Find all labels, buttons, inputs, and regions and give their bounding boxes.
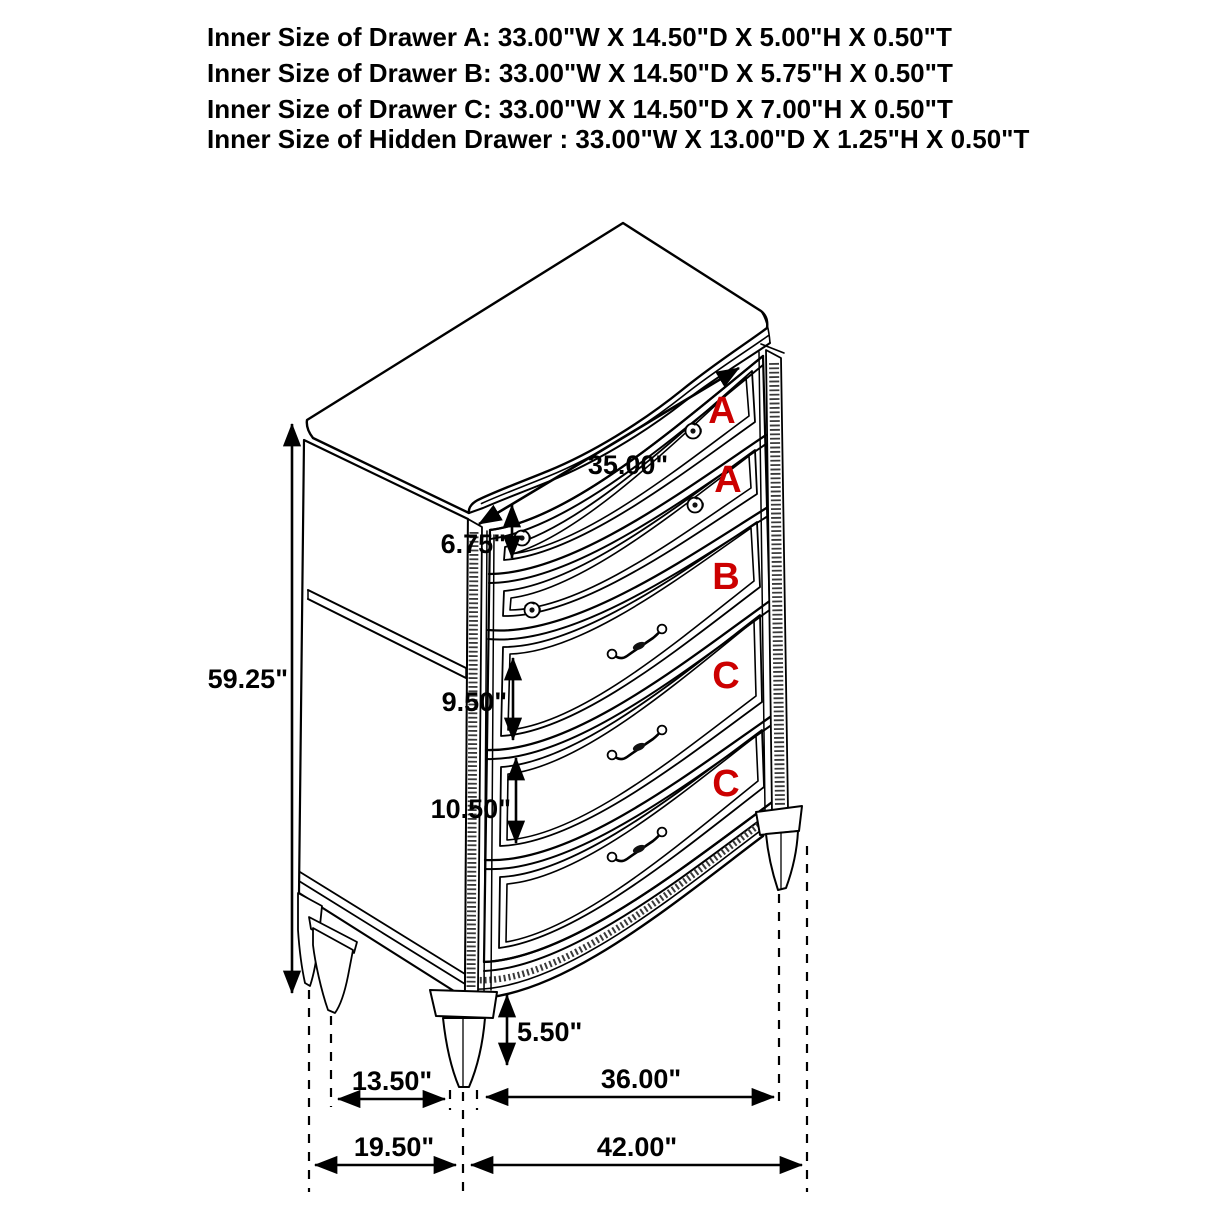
leg-height-label: 5.50"	[517, 1017, 583, 1047]
drawer-label-a1: A	[708, 390, 736, 432]
spec-line-drawer-b: Inner Size of Drawer B: 33.00"W X 14.50"D X 5.75"H X 0.50"T	[207, 58, 953, 88]
left-side-panel	[299, 440, 468, 998]
overall-depth-label: 19.50"	[353, 1132, 435, 1162]
overall-width-label: 42.00"	[596, 1132, 678, 1162]
rosette-knob-a1-left	[515, 531, 531, 546]
spec-text-block	[207, 22, 1029, 154]
front-left-leg-cap	[430, 990, 497, 1018]
spec-line-drawer-c: Inner Size of Drawer C: 33.00"W X 14.50"D X 7.00"H X 0.50"T	[207, 94, 953, 124]
top-drawer-width-label: 35.00"	[587, 450, 669, 480]
drawer-label-c2: C	[712, 763, 740, 805]
right-pilaster-top-cap	[761, 344, 784, 353]
overall-height-label: 59.25"	[207, 664, 288, 694]
front-leg-span-label: 36.00"	[600, 1064, 682, 1094]
rosette-knob-a1-right	[686, 424, 702, 439]
drawer-label-c1: C	[712, 655, 740, 697]
drawer-label-a2: A	[714, 459, 742, 501]
side-leg-span-label: 13.50"	[351, 1066, 433, 1096]
rosette-knob-a2-right	[688, 498, 704, 513]
spec-line-drawer-a: Inner Size of Drawer A: 33.00"W X 14.50"D X 5.00"H X 0.50"T	[207, 22, 952, 52]
drawer-a-height-label: 6.75"	[440, 529, 506, 559]
side-panel-outline	[299, 440, 468, 998]
front-left-leg	[443, 1018, 485, 1087]
front-right-leg	[766, 831, 798, 890]
rosette-knob-a2-left	[525, 603, 541, 618]
spec-line-hidden-drawer: Inner Size of Hidden Drawer : 33.00"W X 13.00"D X 1.25"H X 0.50"T	[207, 124, 1030, 154]
drawer-c2-height-label: 10.50"	[430, 794, 511, 824]
drawer-label-b: B	[712, 556, 740, 598]
drawer-c1-height-label: 9.50"	[441, 687, 507, 717]
